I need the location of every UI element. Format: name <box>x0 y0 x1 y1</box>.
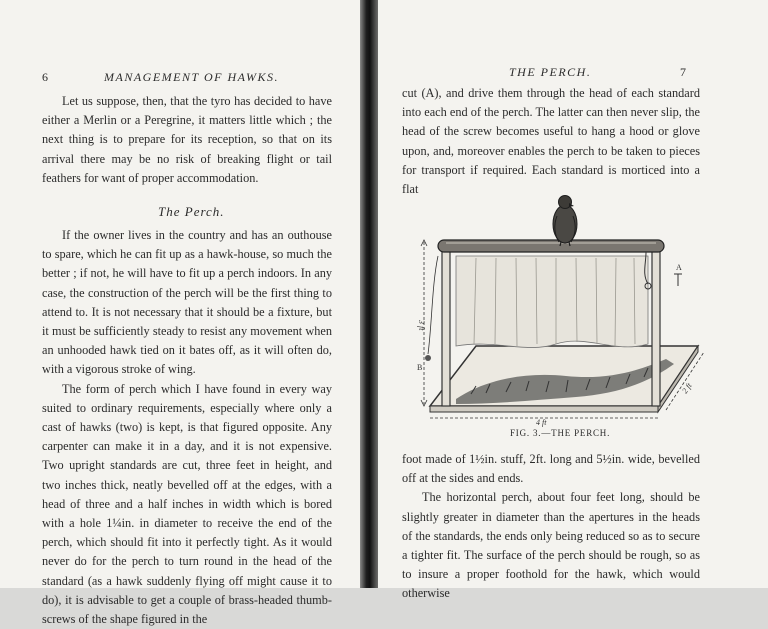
perch-right-standard <box>652 246 660 406</box>
left-paragraph-2: If the owner lives in the country and has an outhouse to spare, which he can fit up as a hawk-house, so much the better ; if not, he will have to fit up a perch indoors. In any case, the construction of the perch will be the first thing to attend to. It is not necessary that it should be a fixture, but it must be sufficiently steady to resist any movement when an unhooded hawk tied on it bates off, as it will often do, with a vigorous stroke of wing. <box>42 228 332 377</box>
figure-label-b: B <box>417 363 423 372</box>
hood-string <box>428 256 438 354</box>
left-paragraph-1-block <box>42 92 332 188</box>
figure-label-a: A <box>676 263 682 272</box>
perch-base-edge <box>430 406 658 412</box>
perch-illustration <box>416 194 706 426</box>
right-paragraph-3: The horizontal perch, about four feet long, should be slightly greater in diameter than the apertures in the heads of the standards, the ends only being reduced so as to secure a tighter fit. The surface of the perch should be rough, so as to insure a proper foothold for the hawk, which would otherwise <box>402 490 700 601</box>
width-dimension-label: 4 ft <box>536 418 547 427</box>
book-gutter <box>360 0 378 588</box>
height-dimension-label: 3 ft <box>417 320 426 331</box>
perch-left-standard <box>442 246 450 406</box>
right-body-block <box>402 450 700 604</box>
left-body-block <box>42 226 332 629</box>
left-paragraph-1: Let us suppose, then, that the tyro has decided to have either a Merlin or a Peregrine, it matters little which ; the next thing is to prepare for its reception, so that on its arrival there may be no risk of breaking flight or tail feathers for want of proper accommodation. <box>42 94 332 185</box>
right-paragraph-1-block <box>402 84 700 199</box>
left-page <box>0 0 360 627</box>
section-title-the-perch: The Perch. <box>158 204 225 219</box>
left-page-number: 6 <box>42 70 49 84</box>
thumb-screw-detail <box>674 274 682 286</box>
left-paragraph-3: The form of perch which I have found in every way suited to ordinary requirements, especially where only a cast of hawks (two) is kept, is that figured opposite. Any carpenter can make it in a day, and it is not expensive. Two upright standards are cut, three feet in height, and two inches thick, neatly bevelled off at the edges, with a head of three and a half inches in width which is bored with a hole 1¼in. in diameter to receive the end of the perch, which should fit into it perfectly tight. As it would never do for the perch to turn round in the head of the standard (as a hawk suddenly flying off might cause it to do), it is advisable to get a couple of brass-headed thumb-screws of the shape figured in the <box>42 381 332 627</box>
left-running-head: MANAGEMENT OF HAWKS. <box>104 70 279 84</box>
right-page-number: 7 <box>680 65 687 79</box>
depth-dimension-label: 2 ft <box>680 381 694 396</box>
right-running-head: THE PERCH. <box>509 65 592 79</box>
right-page <box>378 0 768 601</box>
perch-horizontal-bar <box>438 240 664 252</box>
hawk-figure <box>553 196 577 247</box>
perch-screen-cloth <box>456 256 648 348</box>
figure-caption: FIG. 3.—THE PERCH. <box>510 428 611 438</box>
hood-detail <box>425 355 431 361</box>
right-paragraph-1: cut (A), and drive them through the head of each standard into each end of the perch. The latter can then never slip, the head of the screw becomes useful to hang a hood or glove upon, and, moreover enables the perch to be taken to pieces for transport if required. Each standard is morticed into a flat <box>402 86 700 197</box>
right-paragraph-2: foot made of 1½in. stuff, 2ft. long and 5½in. wide, bevelled off at the sides and ends. <box>402 452 700 486</box>
